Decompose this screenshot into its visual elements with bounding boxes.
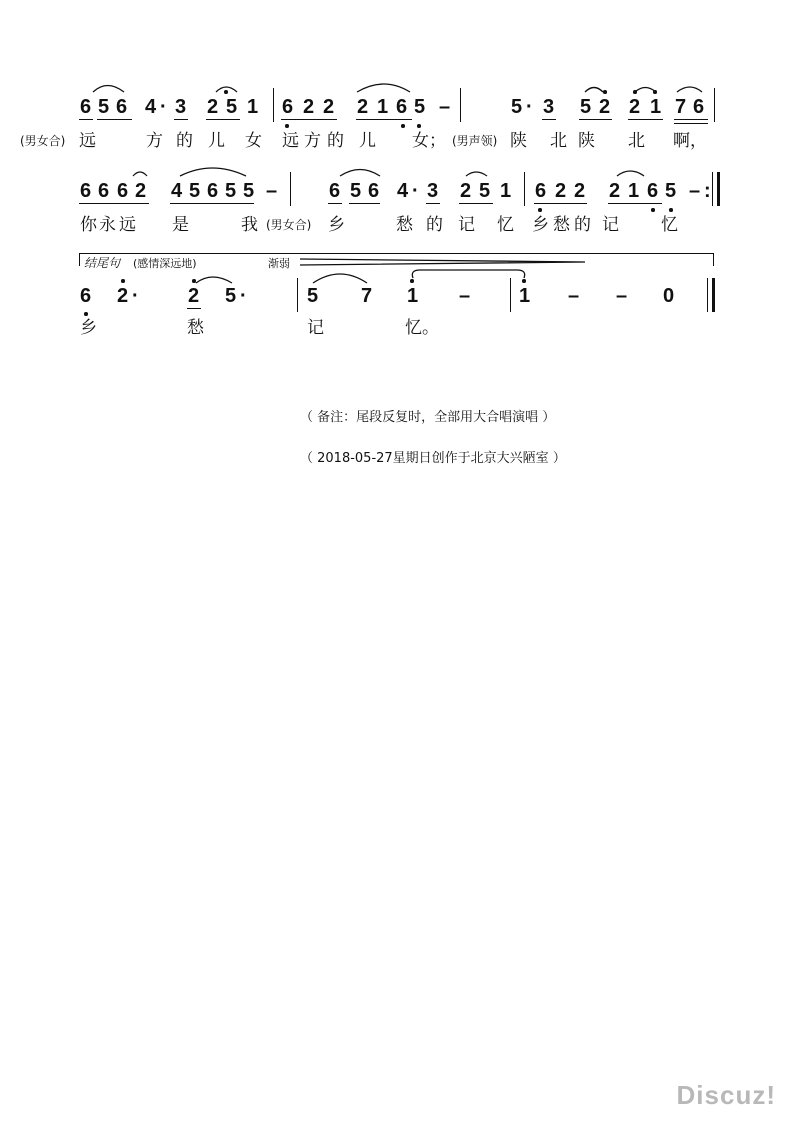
note: 6 [80, 180, 92, 202]
note: 4 [145, 96, 157, 118]
note: 6 [535, 180, 547, 202]
note: 6 [329, 180, 341, 202]
note: 6 [80, 285, 92, 307]
ending-label: 结尾句 [84, 256, 121, 270]
note: 2 [609, 180, 621, 202]
lyric: 是 [172, 215, 189, 235]
lyric: 远 [119, 215, 136, 235]
lyric: 陕 [578, 131, 595, 151]
note: 6 [98, 180, 110, 202]
note: 1 [519, 285, 531, 307]
lyric: 女； [412, 131, 446, 151]
lyric: 乡 [328, 215, 345, 235]
note: 5 [225, 285, 237, 307]
dynamic-mark: 渐弱 [268, 257, 290, 270]
augmentation-dot: · [160, 96, 167, 118]
repeat-dots: : [704, 180, 711, 202]
augmentation-dot: · [132, 285, 139, 307]
part-marker: (男声领) [452, 134, 498, 148]
expression-mark: (感情深远地) [133, 257, 197, 270]
note: 5 [665, 180, 677, 202]
note: 2 [323, 96, 335, 118]
lyric: 远 [79, 131, 96, 151]
lyric: 记 [602, 215, 619, 235]
lyric: 你 [80, 215, 97, 235]
lyric: 愁 [553, 215, 570, 235]
lyric: 永 [99, 215, 116, 235]
lyric: 方 [146, 131, 163, 151]
note: 1 [377, 96, 389, 118]
note: 6 [647, 180, 659, 202]
lyric: 乡 [532, 215, 549, 235]
note: 5 [479, 180, 491, 202]
note: 0 [663, 285, 675, 307]
note: 5 [189, 180, 201, 202]
lyric: 女 [245, 131, 262, 151]
lyric: 乡 [80, 318, 97, 338]
note: 2 [117, 285, 129, 307]
note: 6 [117, 180, 129, 202]
note: 5 [226, 96, 238, 118]
lyric: 的 [327, 131, 344, 151]
dash: – [568, 285, 580, 307]
note: 7 [675, 96, 687, 118]
part-marker: (男女合) [266, 218, 312, 232]
watermark: Discuz! [676, 1080, 776, 1110]
note: 1 [247, 96, 259, 118]
note: 2 [574, 180, 586, 202]
augmentation-dot: · [526, 96, 533, 118]
dash: – [689, 180, 701, 202]
note: 6 [80, 96, 92, 118]
note: 5 [511, 96, 523, 118]
lyric: 愁 [396, 215, 413, 235]
lyric: 忆 [661, 215, 678, 235]
note: 3 [427, 180, 439, 202]
lyric: 的 [574, 215, 591, 235]
lyric: 记 [307, 318, 324, 338]
lyric: 记 [458, 215, 475, 235]
note: 2 [599, 96, 611, 118]
lyric: 远 [282, 131, 299, 151]
lyric: 的 [426, 215, 443, 235]
remark-note: （ 备注：尾段反复时，全部用大合唱演唱 ） [300, 410, 556, 425]
lyric: 忆。 [405, 318, 439, 338]
augmentation-dot: · [240, 285, 247, 307]
note: 4 [171, 180, 183, 202]
note: 6 [693, 96, 705, 118]
note: 3 [543, 96, 555, 118]
note: 5 [98, 96, 110, 118]
note: 2 [303, 96, 315, 118]
note: 1 [650, 96, 662, 118]
lyric: 北 [550, 131, 567, 151]
lyric: 陕 [510, 131, 527, 151]
note: 2 [188, 285, 200, 307]
lyric: 我 [241, 215, 258, 235]
lyric: 儿 [208, 131, 225, 151]
note: 6 [282, 96, 294, 118]
lyric: 忆 [497, 215, 514, 235]
note: 1 [500, 180, 512, 202]
lyric: 啊， [673, 131, 707, 151]
note: 2 [460, 180, 472, 202]
note: 5 [580, 96, 592, 118]
note: 5 [243, 180, 255, 202]
dash: – [266, 180, 278, 202]
note: 7 [361, 285, 373, 307]
note: 2 [135, 180, 147, 202]
part-marker: (男女合) [20, 134, 66, 148]
note: 1 [407, 285, 419, 307]
lyric: 儿 [359, 131, 376, 151]
note: 2 [555, 180, 567, 202]
note: 1 [628, 180, 640, 202]
note: 6 [116, 96, 128, 118]
dash: – [439, 96, 451, 118]
note: 2 [357, 96, 369, 118]
note: 2 [629, 96, 641, 118]
note: 5 [414, 96, 426, 118]
note: 6 [368, 180, 380, 202]
date-note: （ 2018-05-27星期日创作于北京大兴陋室 ） [300, 451, 566, 466]
note: 3 [175, 96, 187, 118]
augmentation-dot: · [412, 180, 419, 202]
dash: – [616, 285, 628, 307]
note: 2 [207, 96, 219, 118]
lyric: 愁 [187, 318, 204, 338]
note: 6 [207, 180, 219, 202]
lyric: 北 [628, 131, 645, 151]
note: 5 [307, 285, 319, 307]
note: 4 [397, 180, 409, 202]
note: 5 [225, 180, 237, 202]
note: 6 [396, 96, 408, 118]
note: 5 [350, 180, 362, 202]
lyric: 的 [176, 131, 193, 151]
lyric: 方 [304, 131, 321, 151]
dash: – [459, 285, 471, 307]
